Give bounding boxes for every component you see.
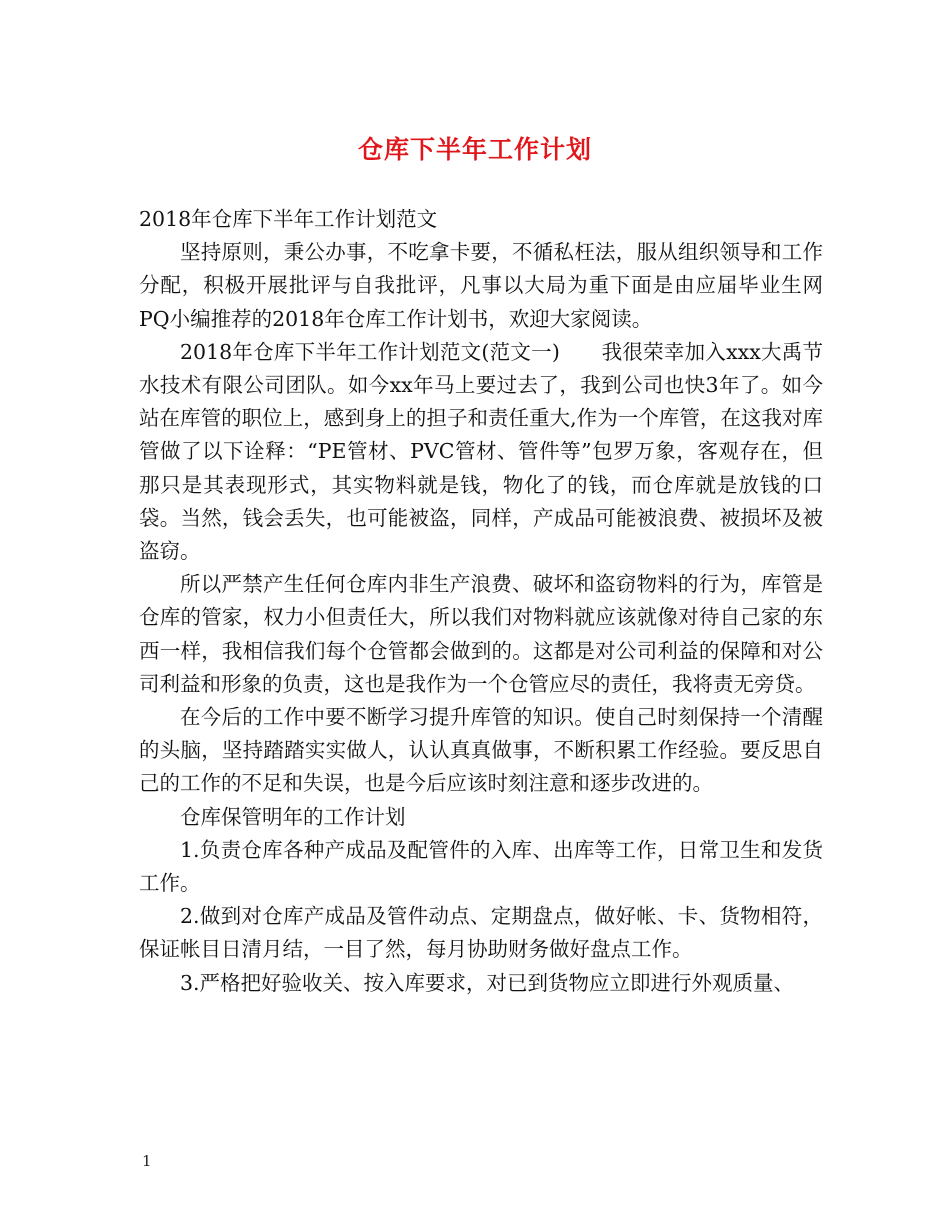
paragraph: 2018年仓库下半年工作计划范文(范文一) 我很荣幸加入xxx大禹节水技术有限公司团队。如今xx年马上要过去了，我到公司也快3年了。如今站在库管的职位上，感到身上的担子和责任重大,作为一个库管，在这我对库管做了以下诠释：“PE管材、PVC管材、管件等”包罗万象，客观存在，但那只是其表现形式，其实物料就是钱，物化了的钱，而仓库就是放钱的口袋。当然，钱会丢失，也可能被盗，同样，产成品可能被浪费、被损坏及被盗窃。 [139,339,823,564]
section-heading: 仓库保管明年的工作计划 [180,804,406,829]
paragraph: 所以严禁产生任何仓库内非生产浪费、破坏和盗窃物料的行为，库管是仓库的管家，权力小但责任大，所以我们对物料就应该就像对待自己家的东西一样，我相信我们每个仓管都会做到的。这都是对公司利益的保障和对公司利益和形象的负责，这也是我作为一个仓管应尽的责任，我将责无旁贷。 [139,572,823,696]
list-item: 2.做到对仓库产成品及管件动点、定期盘点，做好帐、卡、货物相符，保证帐目日清月结，一目了然，每月协助财务做好盘点工作。 [139,904,823,962]
document-body [139,203,823,1000]
paragraph-heading: 2018年仓库下半年工作计划范文 [139,207,438,231]
page-number: 1 [142,1152,152,1170]
document-title: 仓库下半年工作计划 [357,135,592,164]
list-item: 3.严格把好验收关、按入库要求，对已到货物应立即进行外观质量、 [180,970,795,995]
list-item: 1.负责仓库各种产成品及配管件的入库、出库等工作，日常卫生和发货工作。 [139,837,823,896]
paragraph: 坚持原则，秉公办事，不吃拿卡要，不循私枉法，服从组织领导和工作分配，积极开展批评与自我批评，凡事以大局为重下面是由应届毕业生网PQ小编推荐的2018年仓库工作计划书，欢迎大家阅读。 [139,240,823,331]
paragraph: 在今后的工作中要不断学习提升库管的知识。使自己时刻保持一个清醒的头脑，坚持踏踏实实做人，认认真真做事，不断积累工作经验。要反思自己的工作的不足和失误，也是今后应该时刻注意和逐步改进的。 [139,705,823,796]
